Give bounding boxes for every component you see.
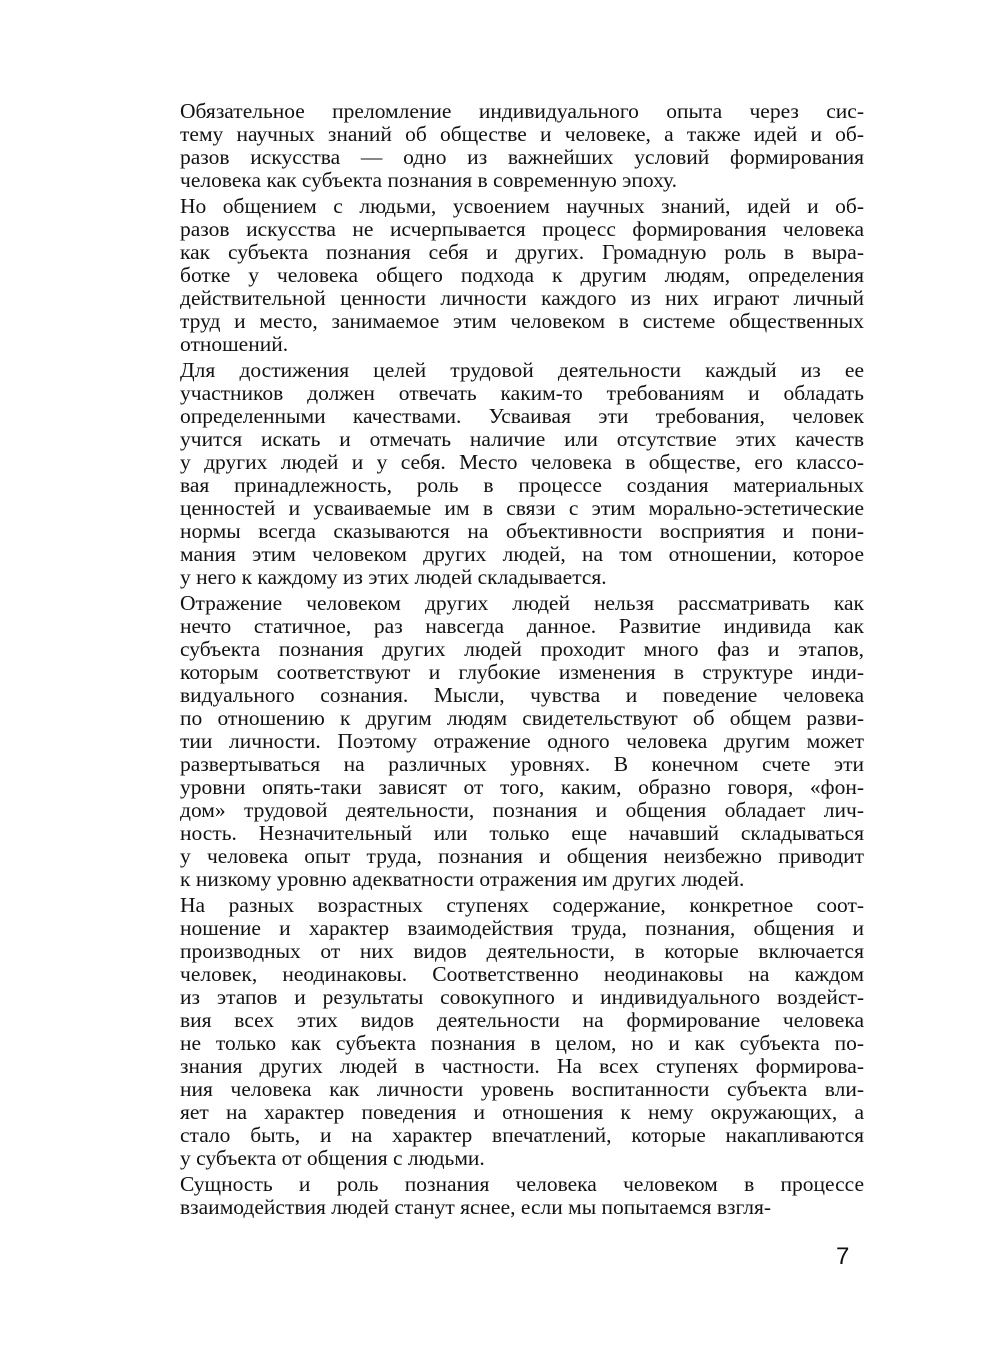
text-line: у других людей и у себя. Место человека в обществе, его классо- xyxy=(180,450,864,474)
paragraph xyxy=(148,894,864,1170)
text-line: ность. Незначительный или только еще начавший складываться xyxy=(180,821,864,845)
text-line: дом» трудовой деятельности, познания и общения обладает лич- xyxy=(180,798,864,822)
text-line: разов искусства не исчерпывается процесс формирования человека xyxy=(180,217,864,241)
text-line: стало быть, и на характер впечатлений, которые накапливаются xyxy=(180,1123,864,1147)
paragraph xyxy=(148,592,864,891)
paragraph xyxy=(148,359,864,589)
body-text xyxy=(148,100,864,1222)
text-line: субъекта познания других людей проходит много фаз и этапов, xyxy=(180,637,864,661)
text-line: Для достижения целей трудовой деятельности каждый из ее xyxy=(180,358,864,382)
paragraph xyxy=(148,195,864,356)
text-line: у субъекта от общения с людьми. xyxy=(180,1146,485,1170)
text-line: разов искусства — одно из важнейших условий формирования xyxy=(180,145,864,169)
text-line: уровни опять-таки зависят от того, каким, образно говоря, «фон- xyxy=(180,775,864,799)
text-line: вая принадлежность, роль в процессе создания материальных xyxy=(180,473,864,497)
text-line: взаимодействия людей станут яснее, если мы попытаемся взгля- xyxy=(180,1195,772,1219)
text-line: видуального сознания. Мысли, чувства и поведение человека xyxy=(180,683,864,707)
page-number: 7 xyxy=(836,1243,850,1270)
text-line: ния человека как личности уровень воспитанности субъекта вли- xyxy=(180,1077,864,1101)
text-line: человека как субъекта познания в современную эпоху. xyxy=(180,168,677,192)
text-line: определенными качествами. Усваивая эти требования, человек xyxy=(180,404,864,428)
text-line: у него к каждому из этих людей складывается. xyxy=(180,565,607,589)
text-line: ценностей и усваиваемые им в связи с этим морально-эстетические xyxy=(180,496,864,520)
text-line: Сущность и роль познания человека человеком в процессе xyxy=(180,1172,864,1196)
text-line: тему научных знаний об обществе и человеке, а также идей и об- xyxy=(180,122,864,146)
text-line: Отражение человеком других людей нельзя рассматривать как xyxy=(180,591,864,615)
text-line: учится искать и отмечать наличие или отсутствие этих качеств xyxy=(180,427,864,451)
text-line: как субъекта познания себя и других. Громадную роль в выра- xyxy=(180,240,864,264)
text-line: нормы всегда сказываются на объективности восприятия и пони- xyxy=(180,519,864,543)
text-line: Обязательное преломление индивидуального опыта через сис- xyxy=(180,99,864,123)
text-line: у человека опыт труда, познания и общения неизбежно приводит xyxy=(180,844,864,868)
text-line: не только как субъекта познания в целом, но и как субъекта по- xyxy=(180,1031,864,1055)
text-line: ботке у человека общего подхода к другим людям, определения xyxy=(180,263,864,287)
text-line: мания этим человеком других людей, на том отношении, которое xyxy=(180,542,864,566)
text-line: тии личности. Поэтому отражение одного человека другим может xyxy=(180,729,864,753)
text-line: производных от них видов деятельности, в которые включается xyxy=(180,939,864,963)
text-line: отношений. xyxy=(180,332,289,356)
paragraph xyxy=(148,1173,864,1219)
text-line: по отношению к другим людям свидетельствуют об общем разви- xyxy=(180,706,864,730)
text-line: яет на характер поведения и отношения к нему окружающих, а xyxy=(180,1100,864,1124)
text-line: участников должен отвечать каким-то требованиям и обладать xyxy=(180,381,864,405)
text-line: знания других людей в частности. На всех ступенях формирова- xyxy=(180,1054,864,1078)
text-line: действительной ценности личности каждого из них играют личный xyxy=(180,286,864,310)
text-line: вия всех этих видов деятельности на формирование человека xyxy=(180,1008,864,1032)
text-line: нечто статичное, раз навсегда данное. Развитие индивида как xyxy=(180,614,864,638)
text-line: Но общением с людьми, усвоением научных знаний, идей и об- xyxy=(180,194,864,218)
text-line: На разных возрастных ступенях содержание, конкретное соот- xyxy=(180,893,864,917)
text-line: человек, неодинаковы. Соответственно неодинаковы на каждом xyxy=(180,962,864,986)
text-line: ношение и характер взаимодействия труда, познания, общения и xyxy=(180,916,864,940)
text-line: к низкому уровню адекватности отражения им других людей. xyxy=(180,867,745,891)
text-line: которым соответствуют и глубокие изменения в структуре инди- xyxy=(180,660,864,684)
text-line: труд и место, занимаемое этим человеком в системе общественных xyxy=(180,309,864,333)
paragraph xyxy=(148,100,864,192)
text-line: из этапов и результаты совокупного и индивидуального воздейст- xyxy=(180,985,864,1009)
text-line: развертываться на различных уровнях. В конечном счете эти xyxy=(180,752,864,776)
